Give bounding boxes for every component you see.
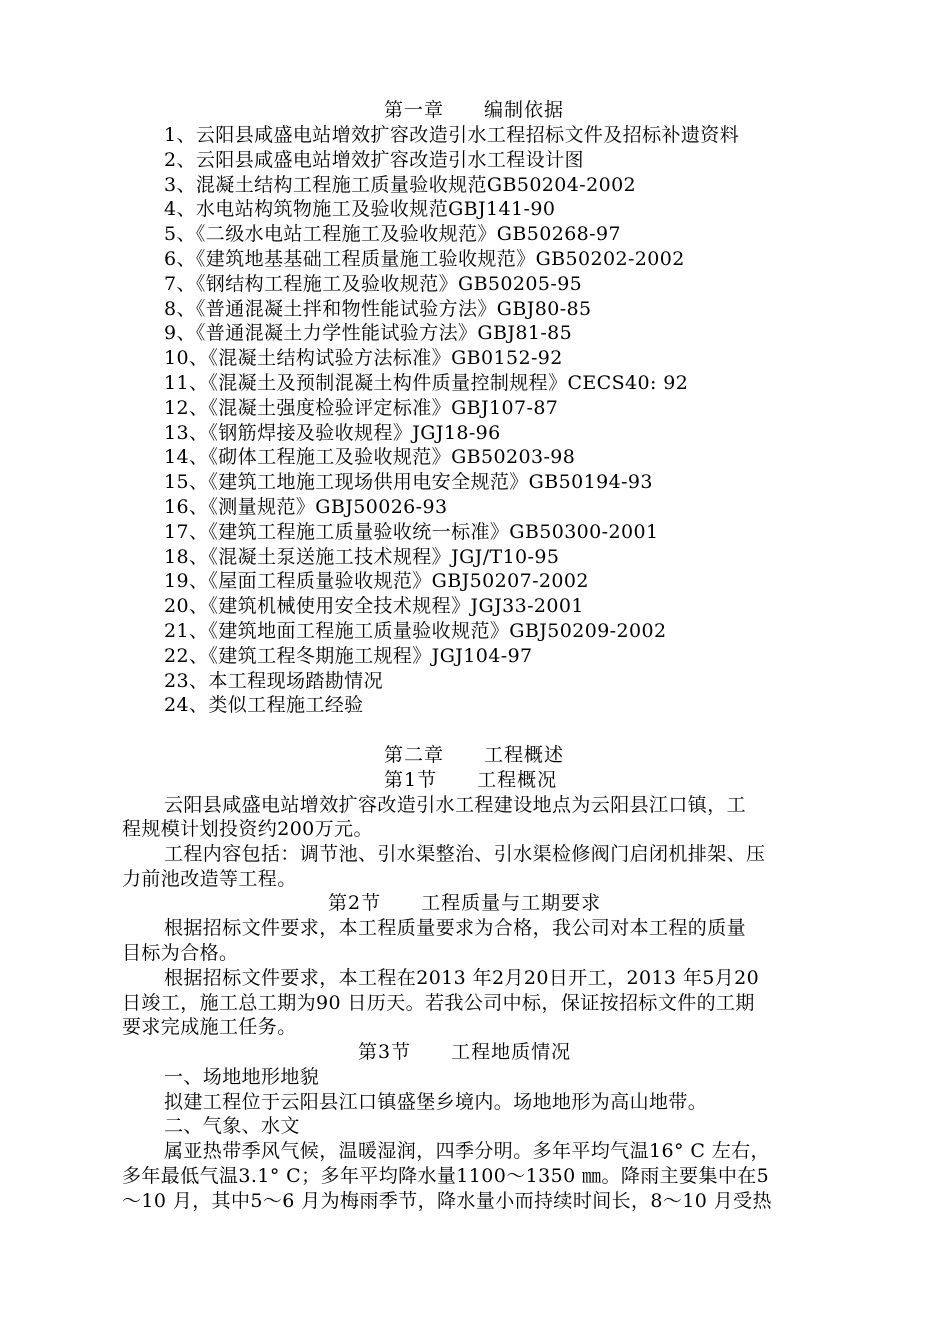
chapter-2-title: 第二章 工程概述 [384,744,565,766]
section-3-title: 第3节 工程地质情况 [358,1041,572,1063]
basis-item: 22、《建筑工程冬期施工规程》JGJ104-97 [164,645,533,667]
paragraph-line: 一、场地地形地貌 [164,1066,320,1088]
basis-item: 10、《混凝土结构试验方法标准》GB0152-92 [164,347,563,369]
basis-item: 12、《混凝土强度检验评定标准》GBJ107-87 [164,397,559,419]
basis-item: 15、《建筑工地施工现场供用电安全规范》GB50194-93 [164,471,653,493]
paragraph-line: 根据招标文件要求，本工程质量要求为合格，我公司对本工程的质量 [164,917,747,939]
basis-item: 19、《屋面工程质量验收规范》GBJ50207-2002 [164,570,589,592]
basis-item: 16、《测量规范》GBJ50026-93 [164,496,448,518]
basis-item: 5、《二级水电站工程施工及验收规范》GB50268-97 [164,223,621,245]
paragraph-line: 工程内容包括：调节池、引水渠整治、引水渠检修阀门启闭机排架、压 [164,843,766,865]
paragraph-line: 根据招标文件要求，本工程在2013 年2月20日开工，2013 年5月20 [164,967,760,989]
basis-item: 4、水电站构筑物施工及验收规范GBJ141-90 [164,198,556,220]
basis-item: 20、《建筑机械使用安全技术规程》JGJ33-2001 [164,595,584,617]
paragraph-line: 拟建工程位于云阳县江口镇盛堡乡境内。场地地形为高山地带。 [164,1091,708,1113]
basis-item: 8、《普通混凝土拌和物性能试验方法》GBJ80-85 [164,298,592,320]
paragraph-line: 日竣工，施工总工期为90 日历天。若我公司中标，保证按招标文件的工期 [122,992,755,1014]
basis-item: 13、《钢筋焊接及验收规程》JGJ18-96 [164,422,501,444]
basis-item: 2、云阳县咸盛电站增效扩容改造引水工程设计图 [164,149,584,171]
basis-item: 23、本工程现场踏勘情况 [164,670,383,692]
basis-item: 6、《建筑地基基础工程质量施工验收规范》GB50202-2002 [164,248,685,270]
paragraph-line: 目标为合格。 [122,942,239,964]
basis-item: 7、《钢结构工程施工及验收规范》GB50205-95 [164,273,583,295]
basis-item: 24、类似工程施工经验 [164,694,364,716]
basis-item: 18、《混凝土泵送施工技术规程》JGJ/T10-95 [164,546,560,568]
paragraph-line: ～10 月，其中5～6 月为梅雨季节，降水量小而持续时间长，8～10 月受热 [122,1190,772,1212]
paragraph-line: 程规模计划投资约200万元。 [122,818,373,840]
basis-item: 1、云阳县咸盛电站增效扩容改造引水工程招标文件及招标补遗资料 [164,124,740,146]
basis-item: 14、《砌体工程施工及验收规范》GB50203-98 [164,446,576,468]
basis-item: 3、混凝土结构工程施工质量验收规范GB50204-2002 [164,174,637,196]
chapter-1-title: 第一章 编制依据 [384,99,565,121]
paragraph-line: 力前池改造等工程。 [122,868,297,890]
basis-item: 11、《混凝土及预制混凝土构件质量控制规程》CECS40: 92 [164,372,689,394]
section-2-title: 第2节 工程质量与工期要求 [328,892,602,914]
section-1-title: 第1节 工程概况 [384,769,558,791]
paragraph-line: 属亚热带季风气候，温暖湿润，四季分明。多年平均气温16° C 左右， [164,1140,770,1162]
paragraph-line: 二、气象、水文 [164,1115,300,1137]
paragraph-line: 要求完成施工任务。 [122,1016,297,1038]
paragraph-line: 多年最低气温3.1° C；多年平均降水量1100～1350 ㎜。降雨主要集中在5 [122,1165,770,1187]
basis-item: 9、《普通混凝土力学性能试验方法》GBJ81-85 [164,322,573,344]
basis-item: 21、《建筑地面工程施工质量验收规范》GBJ50209-2002 [164,620,667,642]
paragraph-line: 云阳县咸盛电站增效扩容改造引水工程建设地点为云阳县江口镇，工 [164,794,747,816]
basis-item: 17、《建筑工程施工质量验收统一标准》GB50300-2001 [164,521,659,543]
